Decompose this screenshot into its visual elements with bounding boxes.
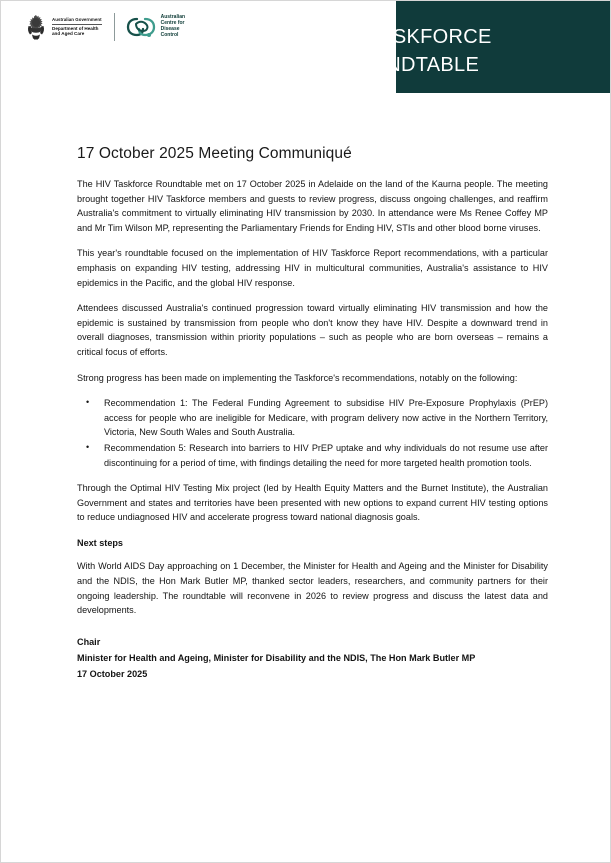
document-body [1, 145, 610, 682]
paragraph-progress-lead-in: Strong progress has been made on implementing the Taskforce's recommendations, notably on the following: [77, 372, 518, 383]
paragraph-next-steps: With World AIDS Day approaching on 1 December, the Minister for Health and Ageing and the Minister for Disability and the NDIS, the Hon Mark Butler MP, thanked sector leaders, researchers, and community partners for their ongoing leadership. The roundtable will reconvene in 2026 to review progress and discuss the latest data and developments. [77, 561, 548, 616]
recommendations-list [77, 396, 548, 470]
document-heading: 17 October 2025 Meeting Communiqué [77, 145, 352, 162]
cdc-line-4: Control [160, 31, 179, 38]
next-steps-heading: Next steps [77, 537, 123, 548]
list-item: • Recommendation 1: The Federal Funding Agreement to subsidise HIV Pre-Exposure Prophylaxis (PrEP) access for people who are ineligible for Medicare, with program delivery now active in the Northern Territory, Victoria, New South Wales and South Australia. [77, 396, 548, 440]
cdc-logo-text [161, 15, 185, 38]
australian-cdc-logo [126, 14, 185, 40]
australian-government-logo [25, 14, 102, 40]
page-title [210, 23, 610, 80]
government-logo-text [52, 18, 102, 36]
logo-divider [114, 13, 115, 41]
signoff-label: Chair [77, 636, 101, 647]
paragraph-focus: This year's roundtable focused on the implementation of HIV Taskforce Report recommendations, with a particular emphasis on expanding HIV testing, addressing HIV in multicultural communities, Australia's assistance to HIV epidemics in the Pacific, and the global HIV response. [77, 248, 548, 288]
gov-line-2: Department of Health [52, 25, 99, 31]
cdc-line-1: Australian [160, 14, 186, 21]
cdc-line-3: Disease [160, 26, 180, 32]
page-title-line-2: ROUNDTABLE [340, 54, 480, 77]
signoff-date: 17 October 2025 [77, 668, 148, 679]
signoff-name: Minister for Health and Ageing, Minister for Disability and the NDIS, The Hon Mark Butler MP [77, 652, 476, 663]
paragraph-testing-mix: Through the Optimal HIV Testing Mix project (led by Health Equity Matters and the Burnet Institute), the Australian Government and states and territories have been presented with new options to expand current HIV testing options to reduce undiagnosed HIV and accelerate progress toward national diagnosis goals. [77, 483, 548, 523]
list-item: • Recommendation 5: Research into barriers to HIV PrEP uptake and why individuals do not resume use after discontinuing for a period of time, with findings detailing the need for more targeted health promotion tools. [77, 441, 548, 470]
australian-cdc-logo-icon [126, 14, 156, 40]
paragraph-intro: The HIV Taskforce Roundtable met on 17 October 2025 in Adelaide on the land of the Kaurna people. The meeting brought together HIV Taskforce members and guests to review progress, discuss ongoing challenges, and reaffirm Australia's commitment to virtually eliminating HIV transmission by 2030. In attendance were Ms Renee Coffey MP and Mr Tim Wilson MP, representing the Parliamentary Friends for Ending HIV, STIs and other blood borne viruses. [77, 179, 548, 233]
header-logos [25, 13, 185, 41]
signoff-block [77, 634, 548, 682]
page-title-line-1: HIV TASKFORCE [328, 26, 492, 48]
paragraph-discussion: Attendees discussed Australia's continued progression toward virtually eliminating HIV transmission and how the epidemic is sustained by transmission from people who don't know they have HIV. Despite a downward trend in overall diagnoses, transmission within priority populations – such as people who are born overseas – remains a critical focus of efforts. [77, 303, 548, 357]
cdc-line-2: Centre for [160, 20, 185, 27]
gov-line-1: Australian Government [52, 18, 102, 25]
document-header [1, 1, 610, 93]
australian-coat-of-arms-icon [25, 14, 47, 40]
gov-line-3: and Aged Care [52, 30, 85, 36]
